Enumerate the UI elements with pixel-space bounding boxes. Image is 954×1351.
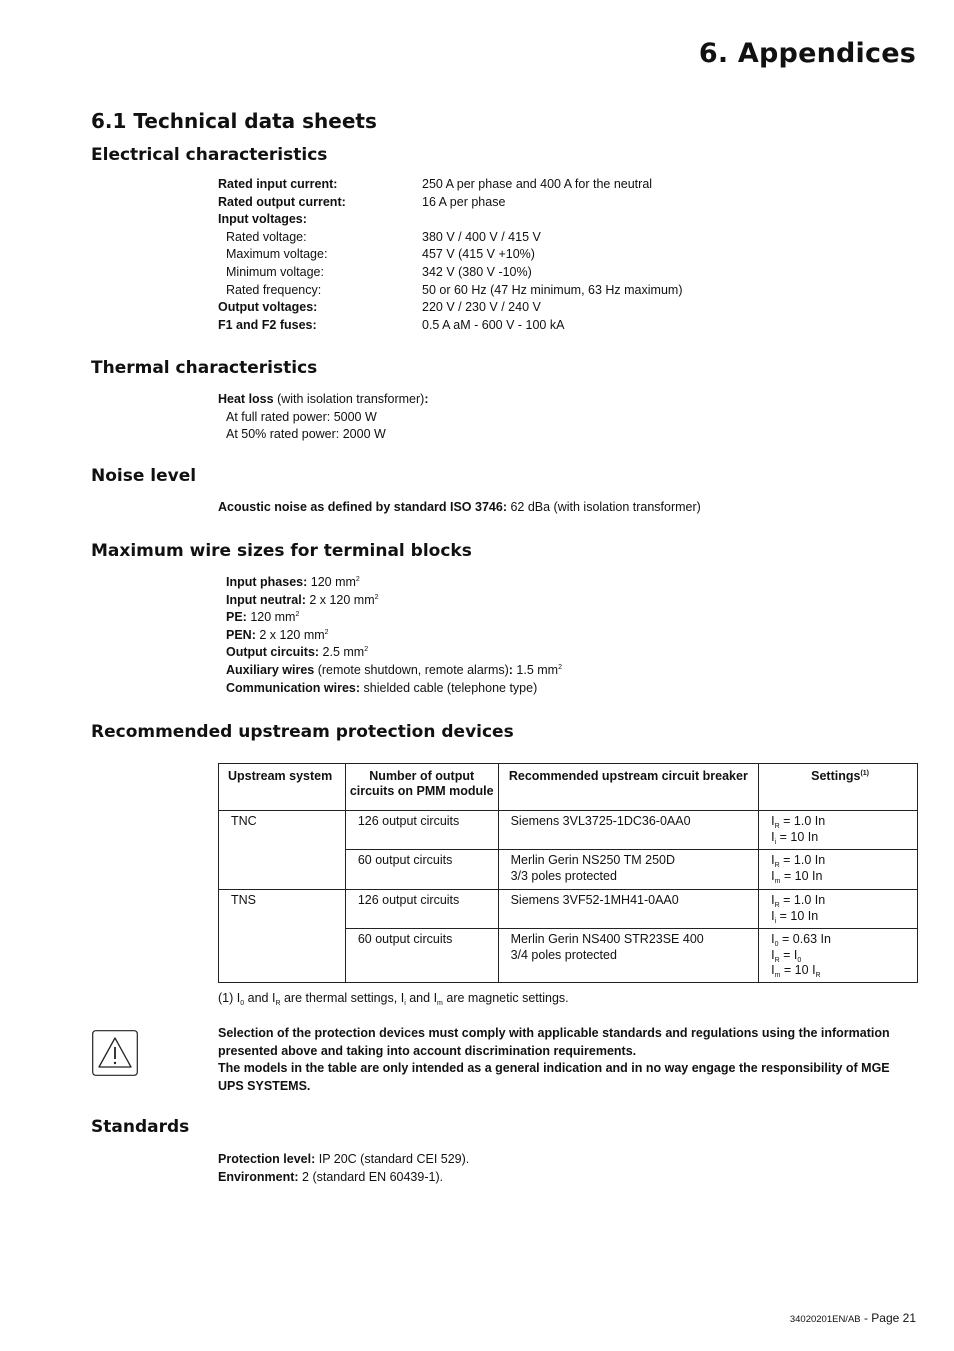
text-fragment: are magnetic settings. [442,991,569,1005]
wire-row [226,644,562,662]
cell-system: TNC [219,811,346,890]
text-fragment: I [771,814,775,828]
header-circuits [345,764,498,811]
spec-value: 50 or 60 Hz (47 Hz minimum, 63 Hz maximum) [422,282,683,297]
spec-label: Minimum voltage: [226,264,324,279]
noise-label: Acoustic noise as defined by standard ISO 3746: [218,500,507,514]
text-fragment: and [244,991,272,1005]
spec-label: Rated frequency: [226,282,322,297]
text-fragment: = 1.0 In [779,814,826,828]
wire-row [226,680,562,698]
text-fragment: I [812,963,816,977]
thermal-heading: Thermal characteristics [91,358,318,378]
text-fragment: = 1.0 In [779,853,826,867]
table-row [219,890,918,929]
text-fragment: I [400,991,405,1005]
superscript: 2 [364,646,369,654]
spec-label: Rated output current: [218,194,346,209]
superscript: 2 [324,628,329,636]
cell-circuits: 60 output circuits [345,929,498,983]
cell-system: TNS [219,890,346,983]
chapter-title: 6. Appendices [698,38,916,69]
heat-loss-note: (with isolation transformer) [273,392,425,406]
text-fragment: R [815,972,821,979]
text-fragment: = 10 In [780,868,823,883]
footnote-marker: (1) [860,770,869,777]
breaker-model: Merlin Gerin NS250 TM 250D [510,853,675,867]
spec-label: F1 and F2 fuses: [218,317,317,332]
text-fragment: I [433,991,438,1005]
text-fragment: R [774,862,780,869]
environment-label: Environment: [218,1169,299,1184]
standards-heading: Standards [91,1117,190,1137]
breaker-model: Siemens 3VF52-1MH41-0AA0 [510,893,679,907]
text-fragment: = 10 In [776,908,819,923]
superscript: 2 [374,593,379,601]
spec-label: Output voltages: [218,300,318,315]
warning-line: UPS SYSTEMS. [218,1078,311,1093]
text-fragment: I [236,991,241,1005]
text-fragment: 0 [774,941,779,948]
superscript: 2 [295,611,300,619]
wire-row [226,662,562,680]
warning-line: presented above and taking into account discrimination requirements. [218,1043,637,1058]
heat-loss-half: At 50% rated power: 2000 W [226,427,386,442]
text-fragment: I [771,853,775,867]
text-fragment: I [771,908,775,923]
noise-line [218,499,701,517]
wire-row [226,574,562,592]
text-fragment: are thermal settings, [280,991,401,1005]
text-fragment: 0 [240,1000,245,1007]
heat-loss-label: Heat loss [218,392,274,406]
text-fragment: I [771,893,775,907]
header-settings [759,764,918,811]
text-fragment: and [405,991,434,1005]
protection-level-label: Protection level: [218,1152,316,1166]
header-circuits-line2: circuits on PMM module [349,784,494,798]
breaker-poles: 3/4 poles protected [510,947,617,962]
protection-table [218,763,918,983]
warning-line: The models in the table are only intended as a general indication and in no way engage the responsibility of MGE [218,1061,890,1076]
text-fragment: I [771,963,775,977]
thermal-block [218,391,429,444]
text-fragment: I [771,932,775,946]
spec-label: Input voltages: [218,212,307,227]
spec-label: Rated voltage: [226,229,307,244]
wire-label: Output circuits: [226,645,320,660]
text-fragment: R [774,823,780,830]
text-fragment: R [774,956,780,964]
text-fragment: i [774,917,777,925]
table-footnote [218,990,569,1008]
section-title: 6.1 Technical data sheets [91,109,377,133]
noise-value: 62 dBa (with isolation transformer) [506,500,701,514]
text-fragment: 0 [797,956,802,964]
wire-value: 2 x 120 mm [305,592,375,607]
wire-value: 2 x 120 mm [255,627,325,642]
spec-value: 220 V / 230 V / 240 V [422,300,541,315]
cell-circuits: 126 output circuits [345,811,498,850]
superscript: 2 [558,663,562,671]
wires-block [226,574,562,697]
text-fragment: m [774,877,781,885]
spec-label: Maximum voltage: [226,247,328,262]
wire-label: Communication wires: [226,680,361,695]
heat-loss-full: At full rated power: 5000 W [226,409,377,424]
wire-note: (remote shutdown, remote alarms) [314,662,509,677]
document-reference: 34020201EN/AB [789,1314,861,1325]
text-fragment: i [404,1000,406,1007]
wires-heading: Maximum wire sizes for terminal blocks [91,541,472,561]
wire-value: 120 mm [246,610,296,625]
breaker-model: Merlin Gerin NS400 STR23SE 400 [510,932,704,946]
cell-settings [759,811,918,850]
header-breaker: Recommended upstream circuit breaker [498,764,759,811]
warning-triangle-icon [92,1030,138,1076]
text-fragment: m [774,972,781,979]
wire-label: Auxiliary wires [226,662,315,677]
standards-block [218,1151,469,1186]
text-fragment: R [275,1000,281,1007]
superscript: 2 [355,576,360,583]
spec-value: 380 V / 400 V / 415 V [422,229,541,244]
text-fragment: (1) [218,991,237,1005]
text-fragment: I [793,947,798,962]
wire-value: 120 mm [307,575,356,589]
header-system: Upstream system [219,764,346,811]
environment-value: 2 (standard EN 60439-1). [298,1169,444,1184]
colon: : [508,662,513,677]
cell-settings [759,850,918,890]
cell-breaker [498,929,759,983]
spec-value: 16 A per phase [422,194,506,209]
text-fragment: = 1.0 In [779,893,826,907]
page-footer [790,1311,916,1325]
wire-value: shielded cable (telephone type) [360,680,538,695]
cell-breaker [498,890,759,929]
text-fragment: = 0.63 In [778,932,831,946]
warning-line: Selection of the protection devices must comply with applicable standards and regulations using the information [218,1026,890,1040]
cell-breaker [498,811,759,850]
header-settings-label: Settings [811,769,861,783]
warning-text [218,1025,890,1095]
protection-level-value: IP 20C (standard CEI 529). [315,1152,470,1166]
wire-label: PEN: [226,627,256,642]
cell-settings [759,890,918,929]
spec-label: Rated input current: [218,177,338,191]
breaker-poles: 3/3 poles protected [510,868,617,883]
wire-row [226,609,562,627]
table-row [219,811,918,850]
electrical-heading: Electrical characteristics [91,145,328,165]
text-fragment: m [437,1000,443,1007]
wire-label: Input neutral: [226,592,306,607]
text-fragment: = 10 In [776,829,819,844]
wire-label: Input phases: [226,575,308,589]
spec-value: 457 V (415 V +10%) [422,247,535,262]
text-fragment: I [771,829,775,844]
text-fragment: = [779,947,794,962]
cell-breaker [498,850,759,890]
header-circuits-line1: Number of output [369,769,475,783]
wire-row [226,627,562,645]
breaker-model: Siemens 3VL3725-1DC36-0AA0 [510,814,691,828]
cell-circuits: 60 output circuits [345,850,498,890]
spec-value: 250 A per phase and 400 A for the neutral [422,177,653,191]
spec-value: 342 V (380 V -10%) [422,264,532,279]
page-number: - Page 21 [860,1311,916,1325]
text-fragment: I [771,868,775,883]
text-fragment: I [271,991,276,1005]
wire-row [226,592,562,610]
wire-value: 1.5 mm [512,662,559,677]
wire-label: PE: [226,610,247,625]
wire-value: 2.5 mm [319,645,365,660]
text-fragment: R [774,902,780,909]
text-fragment: i [774,838,777,846]
colon: : [424,392,429,406]
table-header-row [219,764,918,811]
cell-settings [759,929,918,983]
spec-value: 0.5 A aM - 600 V - 100 kA [422,317,565,332]
cell-circuits: 126 output circuits [345,890,498,929]
text-fragment: I [771,947,775,962]
text-fragment: = 10 [780,963,813,977]
noise-heading: Noise level [91,466,197,486]
protection-heading: Recommended upstream protection devices [91,722,514,742]
